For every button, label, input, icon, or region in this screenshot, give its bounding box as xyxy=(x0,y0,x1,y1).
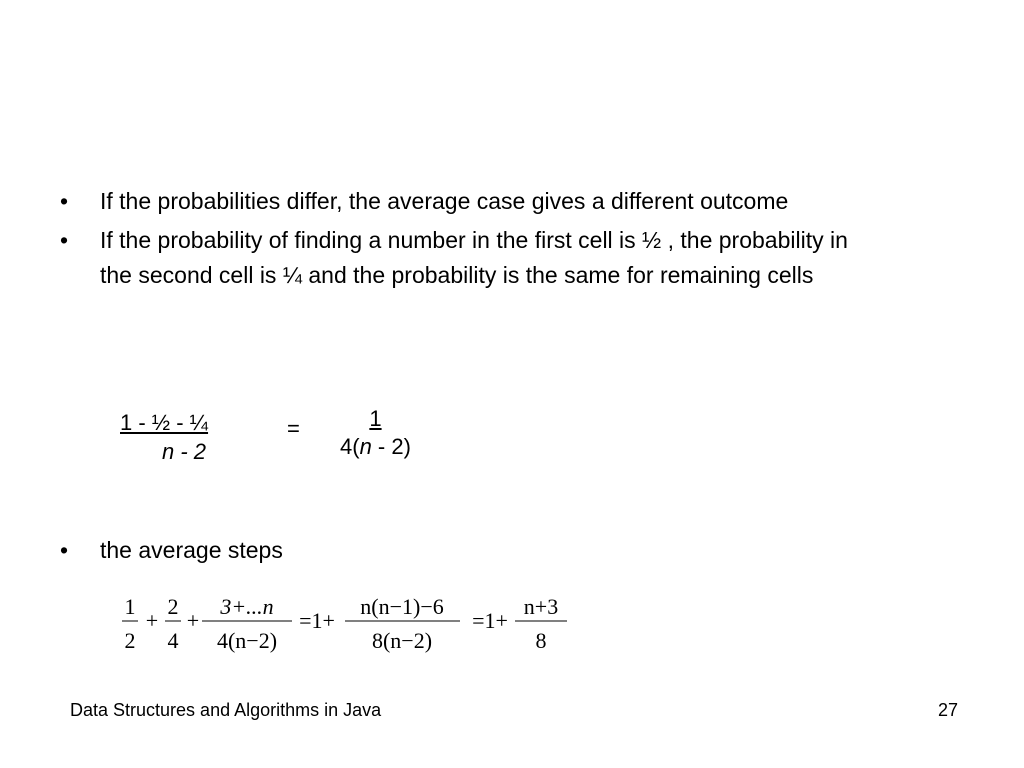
den-var: n xyxy=(359,434,372,459)
plus-sign: + xyxy=(186,608,200,633)
bullet-text: If the probability of finding a number in the first cell is ½ , the probability in the second cell is ¼ and the probability is the same for remaining cells xyxy=(100,227,848,288)
term3-denominator: 4(n−2) xyxy=(216,628,278,653)
page-number: 27 xyxy=(938,700,959,720)
footer-title: Data Structures and Algorithms in Java xyxy=(70,700,382,720)
bullet-list xyxy=(58,184,878,297)
term4-denominator: 8(n−2) xyxy=(371,628,433,653)
equals-one-plus: =1+ xyxy=(472,608,508,633)
fraction-right xyxy=(340,406,411,462)
equals-sign: = xyxy=(287,416,300,441)
term5-denominator: 8 xyxy=(535,628,547,653)
fraction-right-denominator xyxy=(340,432,411,462)
term2-numerator: 2 xyxy=(167,594,179,619)
den-suffix: - 2) xyxy=(371,434,411,459)
average-steps-formula xyxy=(110,588,580,658)
bullet-text: the average steps xyxy=(100,537,283,563)
term4-numerator: n(n−1)−6 xyxy=(360,594,444,619)
fraction-left xyxy=(120,409,208,467)
bullet-item xyxy=(58,223,878,293)
term2-denominator: 4 xyxy=(167,628,179,653)
fraction-right-numerator: 1 xyxy=(369,406,382,431)
term1-numerator: 1 xyxy=(124,594,136,619)
den-prefix: 4( xyxy=(340,434,360,459)
bullet-dot: • xyxy=(60,188,69,214)
equals-one-plus: =1+ xyxy=(299,608,335,633)
plus-sign: + xyxy=(145,608,159,633)
term5-numerator: n+3 xyxy=(523,594,559,619)
bullet-dot: • xyxy=(60,227,69,253)
bullet-dot: • xyxy=(60,537,69,563)
fraction-left-denominator: n - 2 xyxy=(162,439,207,464)
fraction-left-numerator: 1 - ½ - ¼ xyxy=(120,410,209,435)
term3-numerator: 3+...n xyxy=(220,594,274,619)
bullet-text: If the probabilities differ, the average case gives a different outcome xyxy=(100,188,789,214)
bullet-item xyxy=(58,184,878,219)
bullet-item xyxy=(58,533,283,568)
term1-denominator: 2 xyxy=(124,628,136,653)
